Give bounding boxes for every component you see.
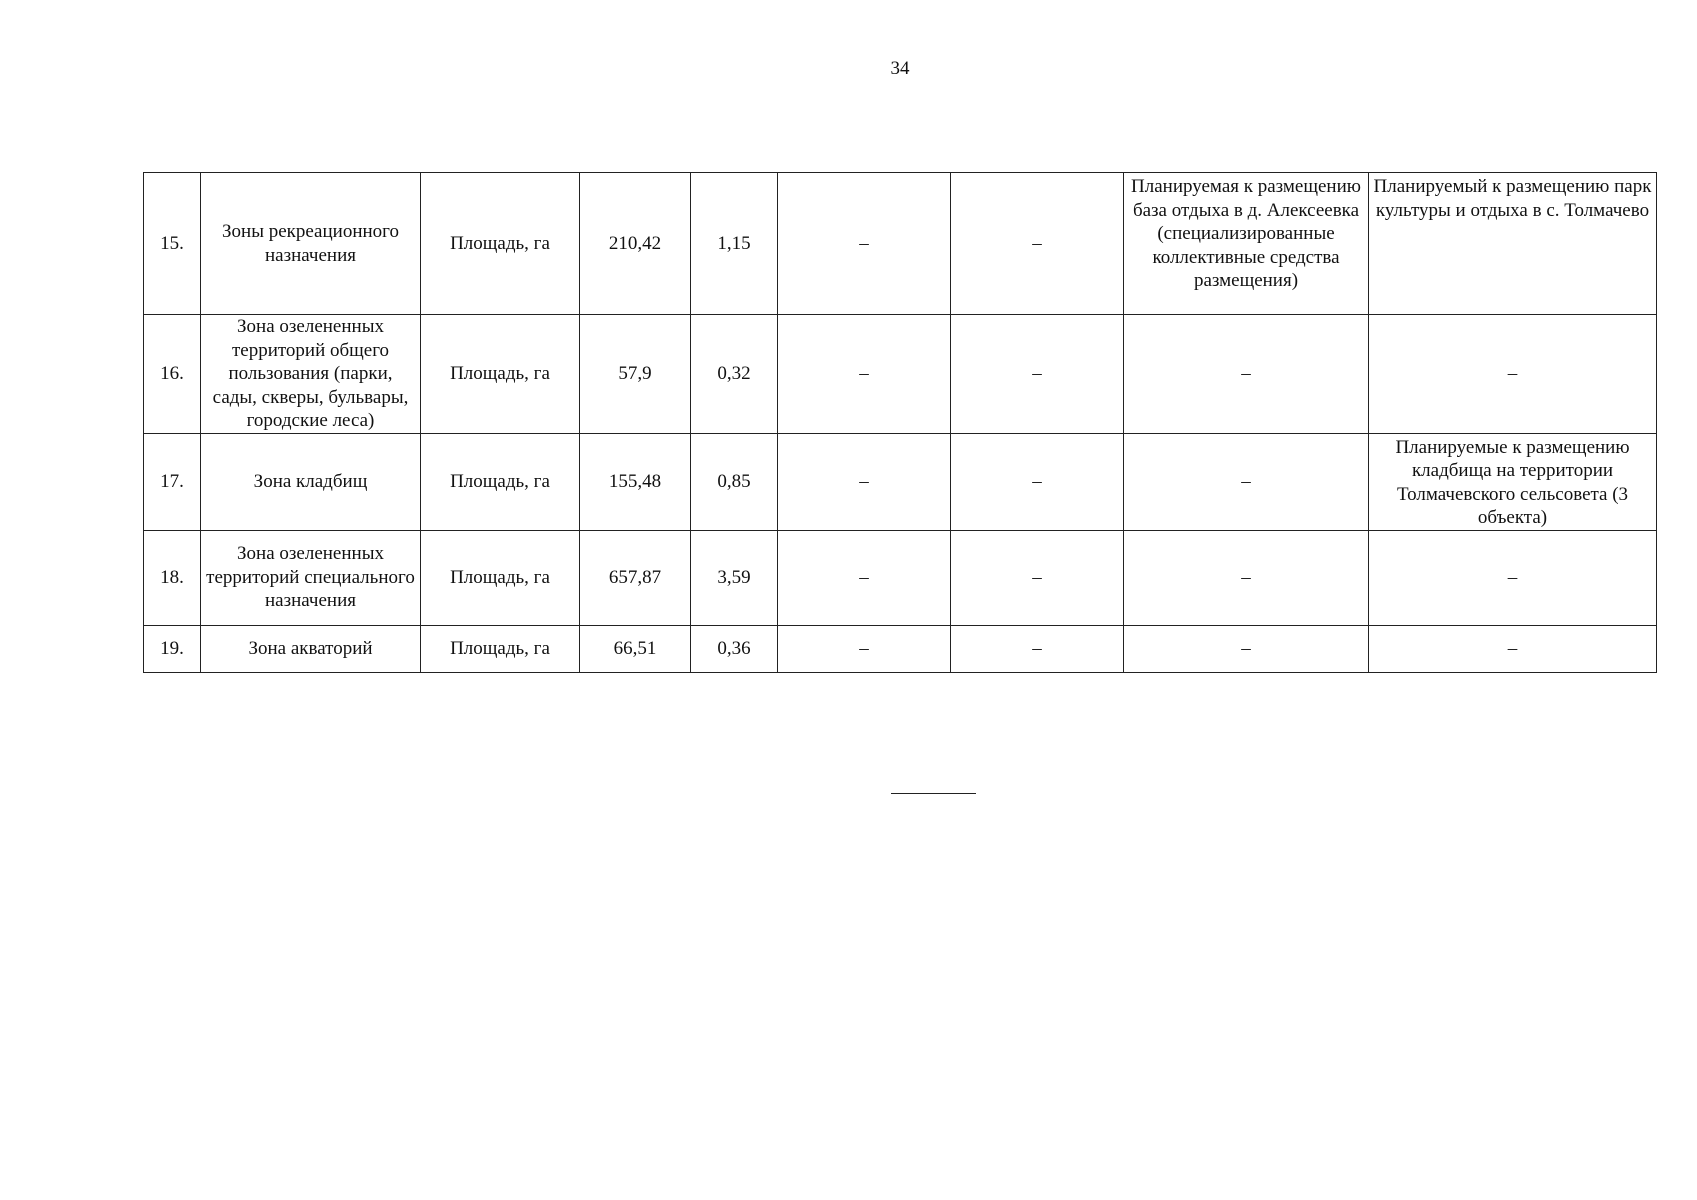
planned-object-cell: Планируемая к размещению база отдыха в д. Алексеевка (специализированные коллективные средства размещения) xyxy=(1124,173,1369,315)
dash-cell: – xyxy=(778,173,951,315)
dash-cell: – xyxy=(778,625,951,672)
dash-cell: – xyxy=(778,315,951,434)
zones-table xyxy=(143,172,1657,673)
dash-cell: – xyxy=(951,173,1124,315)
dash-cell: – xyxy=(1369,625,1657,672)
indicator-cell: Площадь, га xyxy=(421,625,580,672)
dash-cell: – xyxy=(951,530,1124,625)
dash-cell: – xyxy=(951,625,1124,672)
percent-cell: 0,32 xyxy=(691,315,778,434)
percent-cell: 0,36 xyxy=(691,625,778,672)
dash-cell: – xyxy=(778,530,951,625)
indicator-cell: Площадь, га xyxy=(421,315,580,434)
dash-cell: – xyxy=(951,315,1124,434)
dash-cell: – xyxy=(1369,315,1657,434)
table-row xyxy=(144,530,1657,625)
planned-object-cell: Планируемые к размещению кладбища на территории Толмачевского сельсовета (3 объекта) xyxy=(1369,433,1657,530)
dash-cell: – xyxy=(1124,530,1369,625)
zone-name-cell: Зона озелененных территорий специального назначения xyxy=(201,530,421,625)
dash-cell: – xyxy=(951,433,1124,530)
indicator-cell: Площадь, га xyxy=(421,433,580,530)
percent-cell: 3,59 xyxy=(691,530,778,625)
table-row xyxy=(144,433,1657,530)
indicator-cell: Площадь, га xyxy=(421,530,580,625)
row-number-cell: 19. xyxy=(144,625,201,672)
row-number-cell: 17. xyxy=(144,433,201,530)
area-cell: 155,48 xyxy=(580,433,691,530)
zone-name-cell: Зоны рекреационного назначения xyxy=(201,173,421,315)
row-number-cell: 16. xyxy=(144,315,201,434)
percent-cell: 0,85 xyxy=(691,433,778,530)
zone-name-cell: Зона озелененных территорий общего пользования (парки, сады, скверы, бульвары, городские леса) xyxy=(201,315,421,434)
table-row xyxy=(144,173,1657,315)
dash-cell: – xyxy=(1124,315,1369,434)
dash-cell: – xyxy=(1124,433,1369,530)
document-end-line xyxy=(891,793,976,794)
page-number: 34 xyxy=(890,58,910,79)
planned-object-cell: Планируемый к размещению парк культуры и отдыха в с. Толмачево xyxy=(1369,173,1657,315)
area-cell: 210,42 xyxy=(580,173,691,315)
percent-cell: 1,15 xyxy=(691,173,778,315)
indicator-cell: Площадь, га xyxy=(421,173,580,315)
dash-cell: – xyxy=(1124,625,1369,672)
area-cell: 657,87 xyxy=(580,530,691,625)
row-number-cell: 15. xyxy=(144,173,201,315)
zone-name-cell: Зона кладбищ xyxy=(201,433,421,530)
table-row xyxy=(144,625,1657,672)
dash-cell: – xyxy=(778,433,951,530)
dash-cell: – xyxy=(1369,530,1657,625)
area-cell: 66,51 xyxy=(580,625,691,672)
table-row xyxy=(144,315,1657,434)
row-number-cell: 18. xyxy=(144,530,201,625)
area-cell: 57,9 xyxy=(580,315,691,434)
zone-name-cell: Зона акваторий xyxy=(201,625,421,672)
